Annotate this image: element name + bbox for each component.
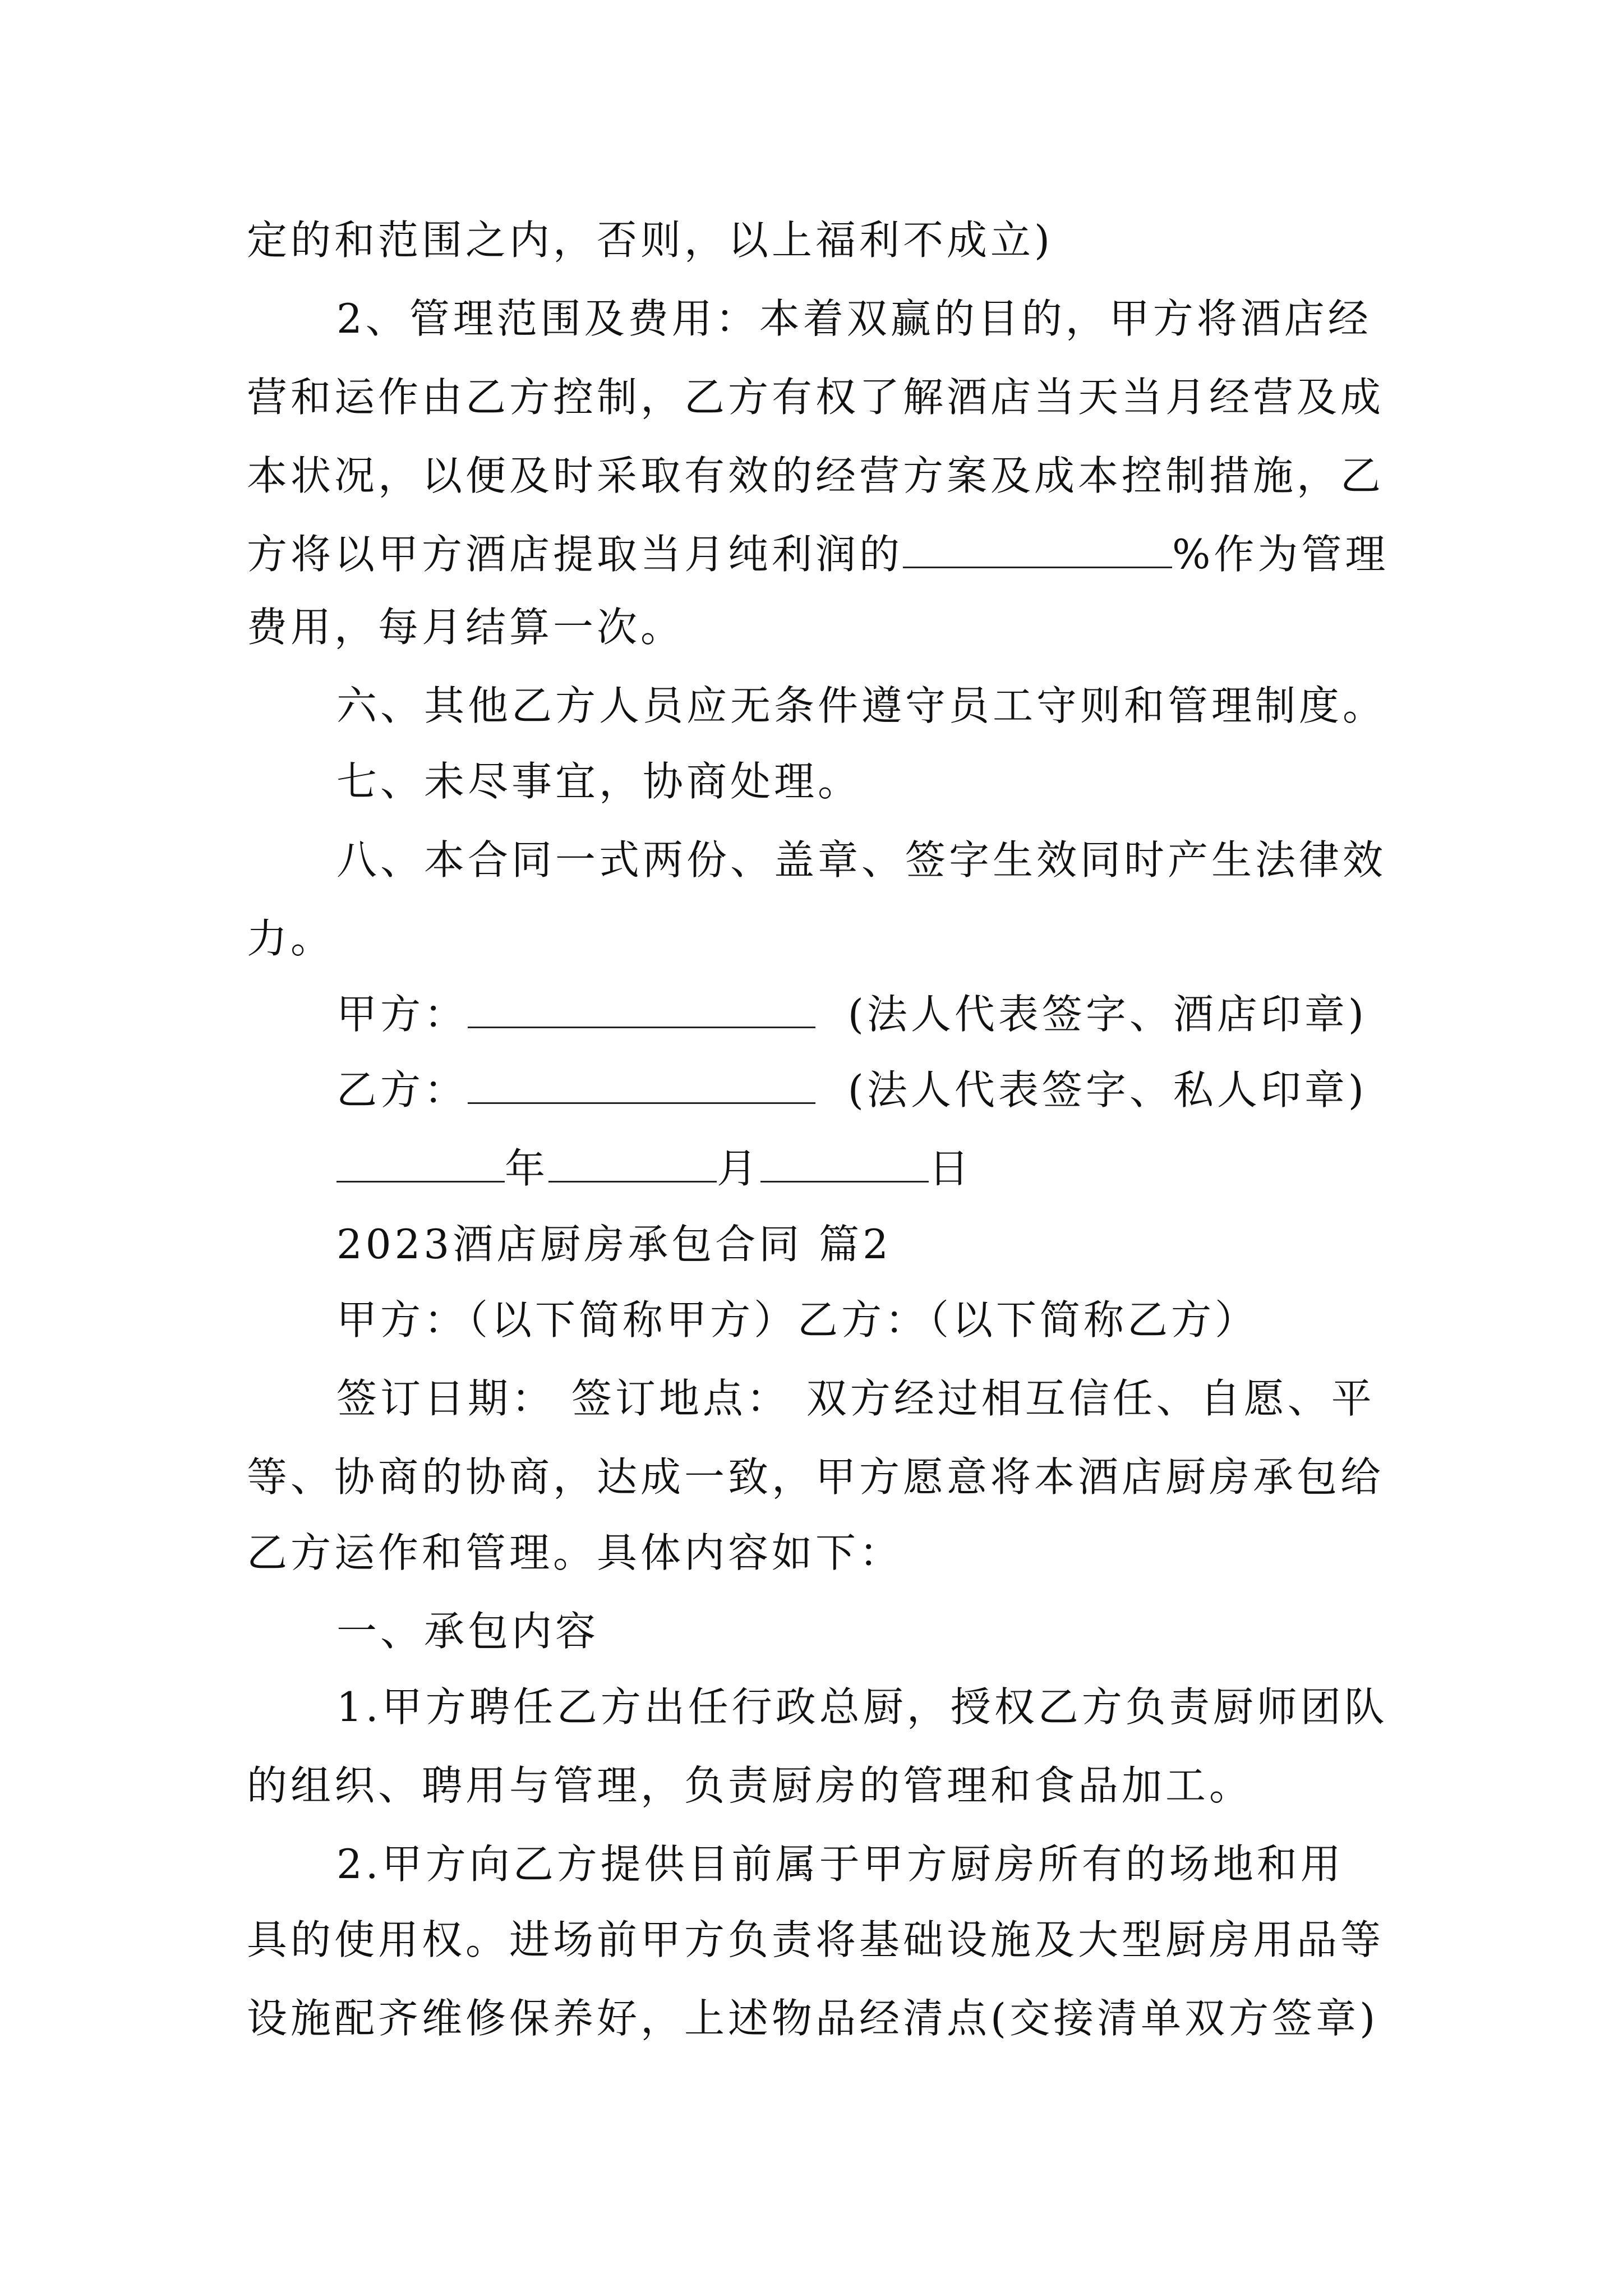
signature-line-party-a — [336, 986, 1367, 1042]
month-blank — [548, 1144, 717, 1182]
day-label: 日 — [929, 1145, 973, 1192]
text-line: 乙方运作和管理。具体内容如下： — [247, 1529, 903, 1576]
year-blank — [336, 1144, 505, 1182]
text-line-with-blank — [247, 526, 1389, 582]
party-a-label: 甲方： — [336, 991, 468, 1038]
text-line: 甲方：（以下简称甲方）乙方：（以下简称乙方） — [336, 1296, 1259, 1343]
signature-blank — [468, 1065, 815, 1104]
text-line: 2.甲方向乙方提供目前属于甲方厨房所有的场地和用 — [336, 1841, 1344, 1888]
text-line: 六、其他乙方人员应无条件遵守员工守则和管理制度。 — [336, 682, 1387, 729]
text-line: 具的使用权。进场前甲方负责将基础设施及大型厨房用品等 — [247, 1916, 1385, 1963]
text-segment: 方将以甲方酒店提取当月纯利润的 — [247, 531, 903, 578]
text-line: 设施配齐维修保养好，上述物品经清点(交接清单双方签章) — [247, 1995, 1379, 2042]
text-line: 签订日期： 签订地点： 双方经过相互信任、自愿、平 — [336, 1375, 1375, 1422]
fill-in-blank — [903, 530, 1172, 568]
text-line: 2、管理范围及费用：本着双赢的目的，甲方将酒店经 — [336, 295, 1372, 342]
text-line: 本状况，以便及时采取有效的经营方案及成本控制措施，乙 — [247, 452, 1385, 499]
signature-blank — [468, 990, 815, 1028]
section-heading: 一、承包内容 — [336, 1608, 600, 1655]
text-line: 营和运作由乙方控制，乙方有权了解酒店当天当月经营及成 — [247, 374, 1385, 421]
day-blank — [760, 1144, 929, 1182]
date-line — [336, 1140, 972, 1197]
text-line: 定的和范围之内，否则，以上福利不成立) — [247, 217, 1054, 264]
text-line: 等、协商的协商，达成一致，甲方愿意将本酒店厨房承包给 — [247, 1453, 1385, 1501]
signature-line-party-b — [336, 1062, 1367, 1118]
text-line: 1.甲方聘任乙方出任行政总厨，授权乙方负责厨师团队 — [336, 1683, 1388, 1731]
year-label: 年 — [505, 1145, 549, 1192]
text-line: 费用，每月结算一次。 — [247, 604, 685, 651]
section-title: 2023酒店厨房承包合同 篇2 — [336, 1221, 892, 1268]
text-line: 八、本合同一式两份、盖章、签字生效同时产生法律效 — [336, 836, 1387, 884]
text-line: 七、未尽事宜，协商处理。 — [336, 758, 862, 805]
party-b-label: 乙方： — [336, 1066, 468, 1114]
text-line: 的组织、聘用与管理，负责厨房的管理和食品加工。 — [247, 1762, 1253, 1809]
party-b-note: (法人代表签字、私人印章) — [847, 1066, 1367, 1114]
month-label: 月 — [717, 1145, 761, 1192]
text-line: 力。 — [247, 915, 335, 962]
text-segment: %作为管理 — [1172, 531, 1389, 578]
party-a-note: (法人代表签字、酒店印章) — [847, 991, 1367, 1038]
